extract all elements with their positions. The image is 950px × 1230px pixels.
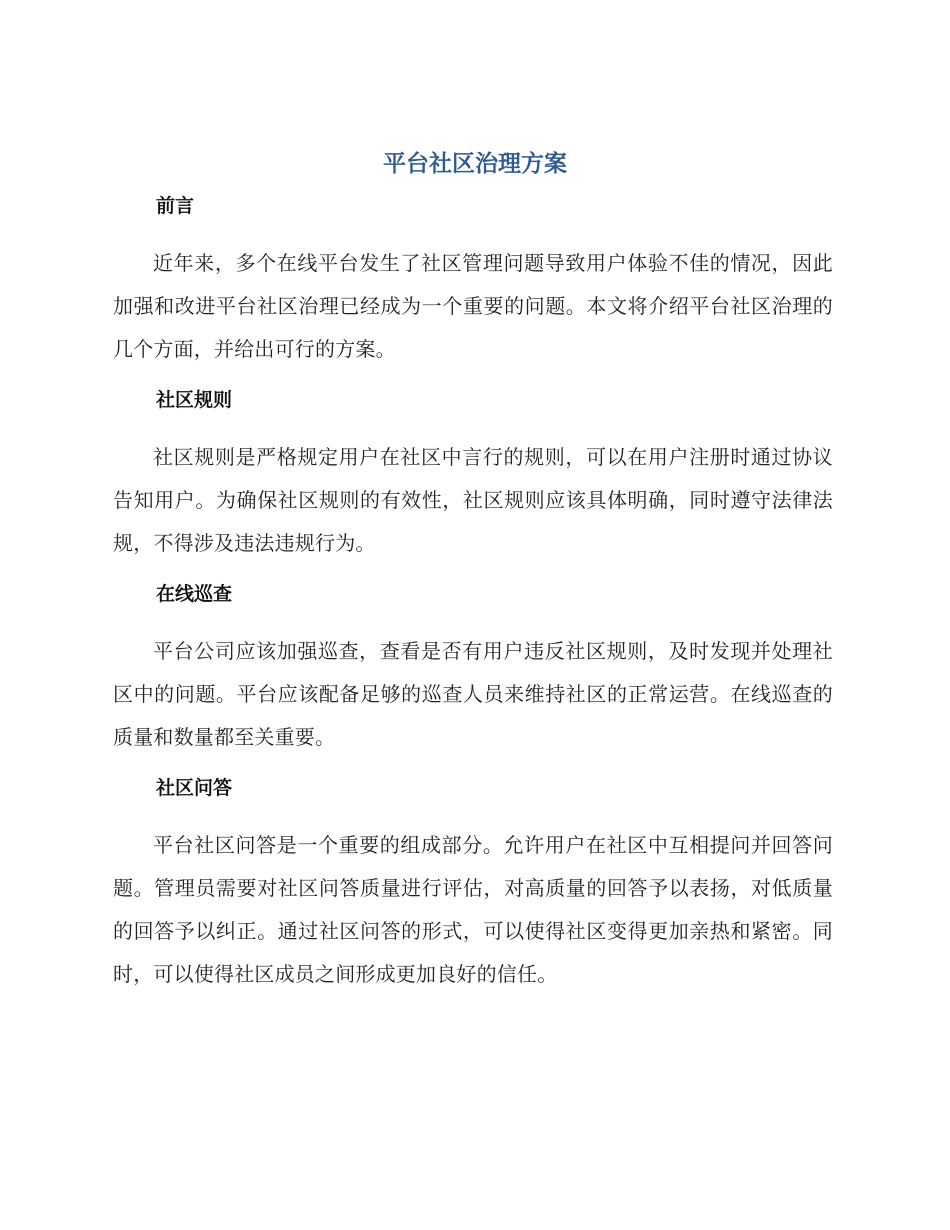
section-community-qa: [113, 774, 833, 996]
section-heading: 社区规则: [156, 389, 233, 411]
section-heading: 社区问答: [156, 777, 233, 799]
section-paragraph: 平台公司应该加强巡查，查看是否有用户违反社区规则，及时发现并处理社区中的问题。平台应该配备足够的巡查人员来维持社区的正常运营。在线巡查的质量和数量都至关重要。: [113, 639, 833, 749]
section-community-rules: [113, 386, 833, 565]
document-title: 平台社区治理方案: [383, 151, 567, 177]
section-preface: [113, 192, 833, 371]
section-paragraph: 社区规则是严格规定用户在社区中言行的规则，可以在用户注册时通过协议告知用户。为确保社区规则的有效性，社区规则应该具体明确，同时遵守法律法规，不得涉及违法违规行为。: [113, 445, 833, 555]
section-heading: 前言: [156, 195, 195, 217]
section-heading: 在线巡查: [156, 583, 233, 605]
section-paragraph: 近年来，多个在线平台发生了社区管理问题导致用户体验不佳的情况，因此加强和改进平台社区治理已经成为一个重要的问题。本文将介绍平台社区治理的几个方面，并给出可行的方案。: [113, 251, 833, 361]
section-paragraph: 平台社区问答是一个重要的组成部分。允许用户在社区中互相提问并回答问题。管理员需要对社区问答质量进行评估，对高质量的回答予以表扬，对低质量的回答予以纠正。通过社区问答的形式，可以使得社区变得更加亲热和紧密。同时，可以使得社区成员之间形成更加良好的信任。: [113, 833, 833, 986]
section-online-patrol: [113, 580, 833, 759]
